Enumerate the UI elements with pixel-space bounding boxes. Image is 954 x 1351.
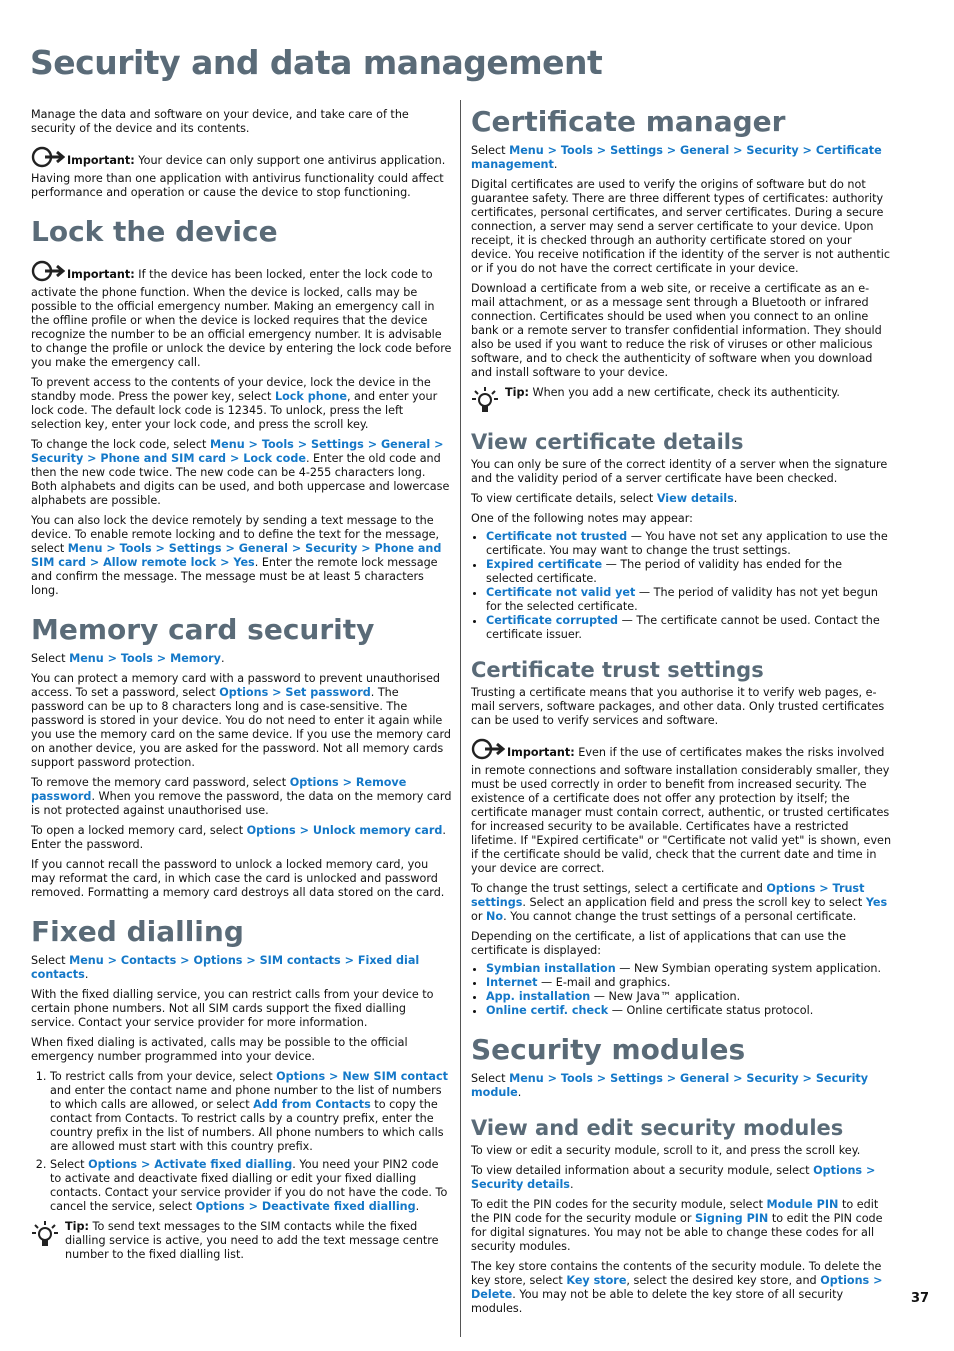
menu-link[interactable]: Signing PIN [695, 1212, 769, 1225]
numbered-list [31, 1070, 452, 1214]
menu-link[interactable]: View details [656, 492, 734, 505]
menu-path[interactable]: Options > Activate fixed dialling [88, 1158, 293, 1171]
paragraph: Digital certificates are used to verify the origins of software but do not guarantee safety. There are three different types of certificates: authority certificates, personal certificates, and server certificates. During a secure connection, a server may send a server certificate to your device. Upon receipt, it is checked through an authority certificate stored on your device. You receive notification if the identity of the server is not authentic or if you do not have the correct certificate in your device. [471, 178, 891, 275]
right-column [471, 104, 892, 1322]
paragraph: Select Menu > Tools > Settings > General > Security > Security module. [471, 1072, 869, 1099]
paragraph: To change the trust settings, select a certificate and Options > Trust settings. Select an application field and press the scroll key to select Yes or No. You cannot change the trust settings of a personal certificate. [471, 882, 888, 923]
applications-list [471, 962, 892, 1018]
important-label: Important: [507, 746, 575, 759]
heading-view-edit-security-modules: View and edit security modules [471, 1116, 844, 1140]
list-item: • Internet — E-mail and graphics. [486, 976, 892, 990]
lightbulb-icon [471, 386, 499, 414]
paragraph: The key store contains the contents of the security module. To delete the key store, select Key store, select the desired key store, and Options > Delete. You may not be able to delete the key store of all security modules. [471, 1260, 883, 1315]
menu-link[interactable]: Module PIN [766, 1198, 839, 1211]
heading-certificate-manager: Certificate manager [471, 105, 786, 138]
list-item: • Certificate not trusted — You have not set any application to use the certificate. You may want to change the trust settings. [486, 530, 892, 558]
paragraph: Download a certificate from a web site, or receive a certificate as an e-mail attachment, or as a message sent through a Bluetooth or infrared connection. Certificates should be used when you connect to an online bank or a remote server to transfer confidential information. They should also be used if you want to reduce the risk of viruses or other malicious software, and to check the authenticity of software when you download and install software to your device. [471, 282, 882, 379]
paragraph: To prevent access to the contents of your device, lock the device in the standby mode. Press the power key, select Lock phone, and enter your lock code. The default lock code is 12345. To unlock, press the left selection key, enter your lock code, and press the scroll key. [31, 376, 438, 431]
paragraph: You can protect a memory card with a password to prevent unauthorised access. To set a password, select Options > Set password. The password can be up to 8 characters long and is case-sensitive. The password is stored in your device. You do not need to enter it again while you use the memory card on the same device. If you use the memory card on another device, you are asked for the password. Not all memory cards support password protection. [31, 672, 452, 769]
menu-path[interactable]: Options > Security details [471, 1164, 876, 1191]
important-hand-icon [31, 146, 65, 172]
menu-path[interactable]: Menu > Tools > Memory [69, 652, 221, 665]
menu-path[interactable]: Options > New SIM contact [276, 1070, 448, 1083]
paragraph: To remove the memory card password, select Options > Remove password. When you remove the password, the data on the memory card is not protected against unauthorised use. [31, 776, 452, 817]
important-note [31, 146, 452, 200]
menu-path[interactable]: Menu > Tools > Settings > General > Security > Phone and SIM card > Allow remote lock > Yes [31, 542, 442, 569]
heading-view-certificate-details: View certificate details [471, 430, 744, 454]
lightbulb-icon [31, 1220, 59, 1248]
paragraph: You can also lock the device remotely by sending a text message to the device. To enable remote locking and to define the text for the message, select Menu > Tools > Settings > General > Security > Phone and SIM card > Allow remote lock > Yes. Enter the remote lock message and confirm the message. The message must be at least 5 characters long. [31, 514, 442, 597]
option-yes[interactable]: Yes [865, 896, 888, 909]
list-item: • Online certif. check — Online certificate status protocol. [486, 1004, 892, 1018]
menu-path[interactable]: Menu > Tools > Settings > General > Security > Phone and SIM card > Lock code [31, 438, 444, 465]
heading-certificate-trust-settings: Certificate trust settings [471, 658, 764, 682]
important-hand-icon [471, 738, 505, 764]
tip-note [31, 1220, 452, 1262]
important-hand-icon [31, 260, 65, 286]
important-note [31, 260, 452, 370]
paragraph: Select Menu > Tools > Memory. [31, 652, 225, 665]
important-label: Important: [67, 154, 135, 167]
menu-path[interactable]: Menu > Tools > Settings > General > Security > Security module [471, 1072, 869, 1099]
menu-path[interactable]: Options > Unlock memory card [246, 824, 443, 837]
intro-paragraph: Manage the data and software on your device, and take care of the security of the device and its contents. [31, 108, 409, 135]
option-no[interactable]: No [486, 910, 504, 923]
important-note [471, 738, 892, 876]
important-text: If the device has been locked, enter the lock code to activate the phone function. When the device is locked, calls may be possible to the official emergency number. Making an emergency call in the offline profile or when the device is locked requires that the device recognize the number to be an official emergency number. It is advisable to change the profile or unlock the device by entering the lock code before you make the emergency call. [31, 268, 452, 369]
paragraph: Trusting a certificate means that you authorise it to verify web pages, e-mail servers, software packages, and other data. Only trusted certificates can be used to verify services and software. [471, 686, 885, 727]
paragraph: Select Menu > Contacts > Options > SIM contacts > Fixed dial contacts. [31, 954, 420, 981]
paragraph: To open a locked memory card, select Options > Unlock memory card. Enter the password. [31, 824, 446, 851]
tip-note [471, 386, 892, 414]
heading-fixed-dialling: Fixed dialling [31, 915, 244, 948]
page-title: Security and data management [30, 43, 603, 82]
paragraph: When fixed dialing is activated, calls may be possible to the official emergency number programmed into your device. [31, 1036, 408, 1063]
menu-path[interactable]: Menu > Contacts > Options > SIM contacts > Fixed dial contacts [31, 954, 420, 981]
paragraph: To change the lock code, select Menu > Tools > Settings > General > Security > Phone and SIM card > Lock code. Enter the old code and then the new code twice. The new code can be 4-255 characters long. Both alphabets and digits can be used, and both uppercase and lowercase alphabets are possible. [31, 438, 450, 507]
menu-path[interactable]: Options > Trust settings [471, 882, 865, 909]
paragraph: Depending on the certificate, a list of applications that can use the certificate is displayed: [471, 930, 846, 957]
certificate-notes-list [471, 530, 892, 642]
paragraph: Select Menu > Tools > Settings > General > Security > Certificate management. [471, 144, 882, 171]
list-item: • App. installation — New Java™ application. [486, 990, 892, 1004]
heading-lock-device: Lock the device [31, 215, 278, 248]
list-item: 2. Select Options > Activate fixed dialling. You need your PIN2 code to activate and deactivate fixed dialling or edit your fixed dialling contacts. Contact your service provider if you do not have the code. To cancel the service, select Options > Deactivate fixed dialling. [50, 1158, 452, 1214]
paragraph: One of the following notes may appear: [471, 512, 693, 525]
menu-path[interactable]: Options > Deactivate fixed dialling [195, 1200, 416, 1213]
menu-link[interactable]: Add from Contacts [253, 1098, 371, 1111]
paragraph: To view or edit a security module, scroll to it, and press the scroll key. [471, 1144, 861, 1157]
tip-text: Tip: When you add a new certificate, check its authenticity. [505, 386, 840, 399]
list-item: • Certificate not valid yet — The period of validity has not yet begun for the selected certificate. [486, 586, 892, 614]
heading-memory-card-security: Memory card security [31, 613, 375, 646]
paragraph: To edit the PIN codes for the security module, select Module PIN to edit the PIN code for the security module or Signing PIN to edit the PIN code for digital signatures. You may not be able to change these codes for all security modules. [471, 1198, 883, 1253]
menu-link[interactable]: Lock phone [274, 390, 347, 403]
paragraph: If you cannot recall the password to unlock a locked memory card, you may reformat the card, in which case the card is unlocked and password removed. Formatting a memory card destroys all data stored on the card. [31, 858, 445, 899]
list-item: 1. To restrict calls from your device, select Options > New SIM contact and enter the contact name and phone number to the list of numbers to which calls are allowed, or select Add from Contacts to copy the contact from Contacts. To restrict calls by a country prefix, enter the country prefix in the list of numbers. All phone numbers to which calls are allowed must start with this country prefix. [50, 1070, 452, 1154]
menu-path[interactable]: Menu > Tools > Settings > General > Security > Certificate management [471, 144, 882, 171]
menu-link[interactable]: Key store [566, 1274, 627, 1287]
menu-path[interactable]: Options > Remove password [31, 776, 407, 803]
list-item: • Expired certificate — The period of validity has ended for the selected certificate. [486, 558, 892, 586]
important-text: Your device can only support one antivirus application. Having more than one application with antivirus functionality could affect performance and operation or cause the device to stop functioning. [31, 154, 446, 199]
list-item: • Symbian installation — New Symbian operating system application. [486, 962, 892, 976]
paragraph: With the fixed dialling service, you can restrict calls from your device to certain phone numbers. Not all SIM cards support the fixed dialling service. Contact your service provider for more information. [31, 988, 434, 1029]
important-label: Important: [67, 268, 135, 281]
left-column [31, 108, 452, 1268]
menu-path[interactable]: Options > Delete [471, 1274, 883, 1301]
paragraph: You can only be sure of the correct identity of a server when the signature and the validity period of a server certificate have been checked. [471, 458, 888, 485]
column-divider [460, 100, 461, 1337]
important-text: Even if the use of certificates makes the risks involved in remote connections and software installation considerably smaller, they must be used correctly in order to benefit from increased security. The existence of a certificate does not offer any protection by itself; the certificate manager must contain correct, authentic, or trusted certificates for increased security to be available. Certificates have a restricted lifetime. If "Expired certificate" or "Certificate not valid yet" is shown, even if the certificate should be valid, check that the current date and time in your device are correct. [471, 746, 892, 875]
paragraph: To view detailed information about a security module, select Options > Security details. [471, 1164, 876, 1191]
list-item: • Certificate corrupted — The certificate cannot be used. Contact the certificate issuer. [486, 614, 892, 642]
paragraph: To view certificate details, select View details. [471, 492, 738, 505]
page-number: 37 [911, 1291, 930, 1306]
tip-text: Tip: To send text messages to the SIM contacts while the fixed dialling service is active, you need to add the text message centre number to the fixed dialling list. [65, 1220, 439, 1261]
heading-security-modules: Security modules [471, 1033, 746, 1066]
menu-path[interactable]: Options > Set password [219, 686, 371, 699]
